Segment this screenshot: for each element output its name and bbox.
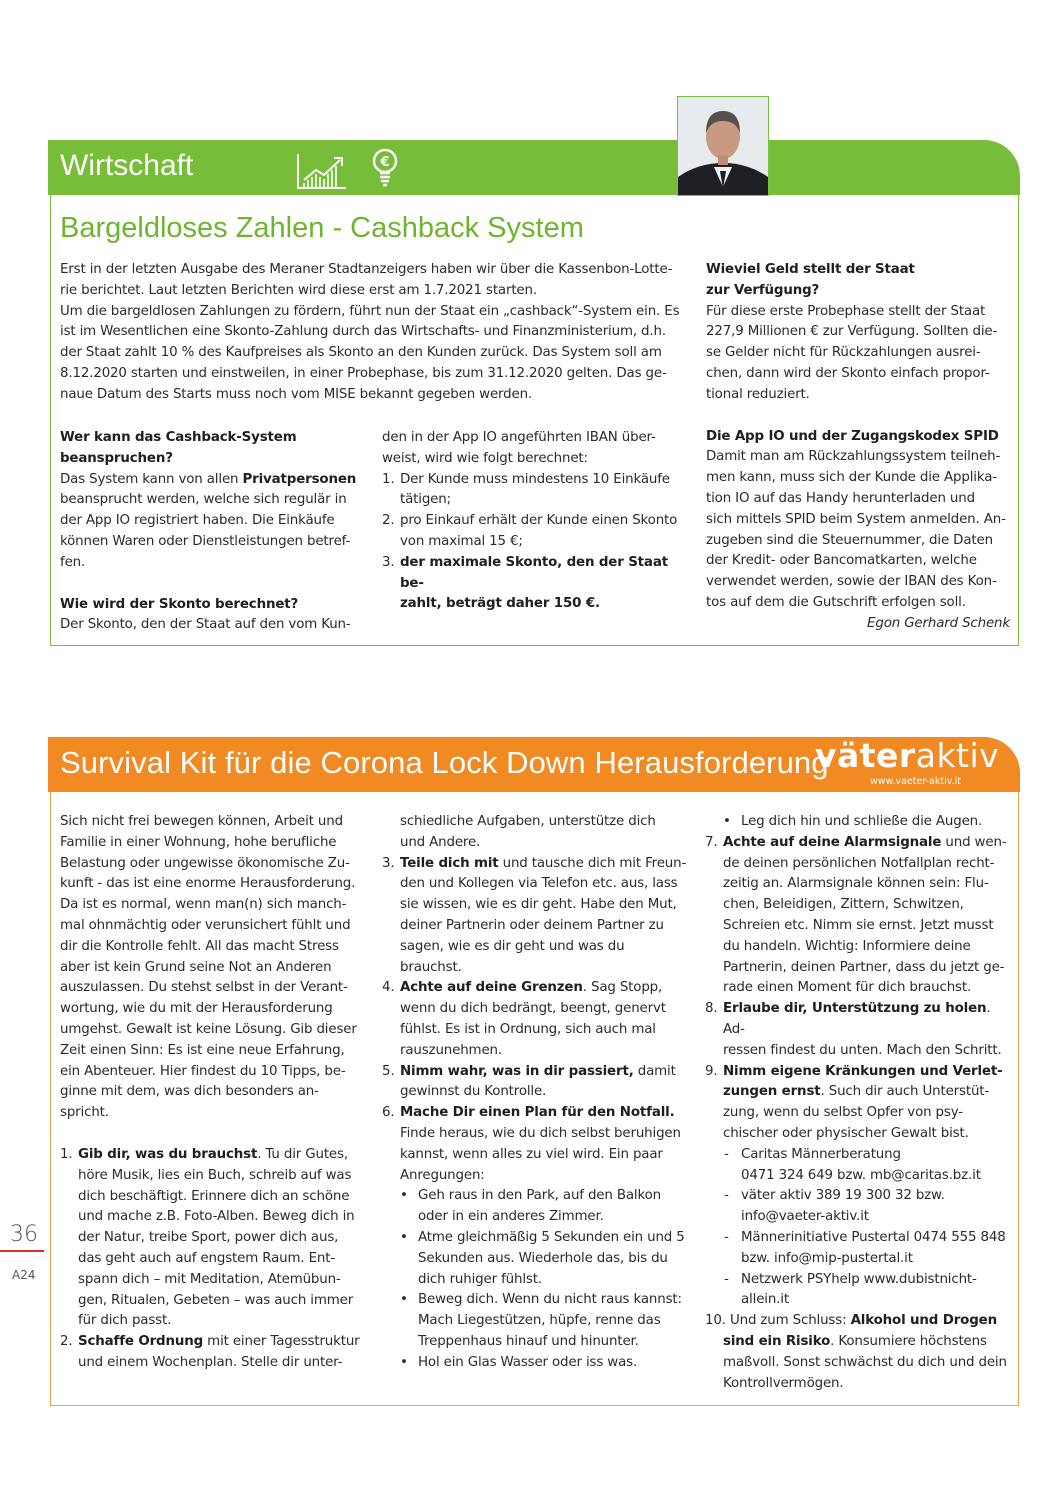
text-line: rie berichtet. Laut letzten Berichten wird diese erst am 1.7.2021 starten. xyxy=(60,282,537,298)
text-line: 227,9 Millionen € zur Verfügung. Sollten die- xyxy=(706,324,998,340)
text-line: chen, dann wird der Skonto einfach propor- xyxy=(706,365,990,381)
suggestion-list xyxy=(400,1186,690,1373)
text-line: umgehst. Gewalt ist keine Lösung. Gib dieser xyxy=(60,1021,357,1037)
list-item: 2. Schaffe Ordnung mit einer Tagesstruktur und einem Wochenplan. Stelle dir unter- xyxy=(60,1334,360,1370)
list-item: 3. der maximale Skonto, den der Staat be- zahlt, beträgt daher 150 €. xyxy=(382,554,668,612)
text-line: ein Abenteuer. Hier findest du 10 Tipps, be- xyxy=(60,1063,346,1079)
list-item: 4. Achte auf deine Grenzen. Sag Stopp, wenn du dich bedrängt, beengt, genervt fühlst. Es ist in Ordnung, sich auch mal rauszunehmen. xyxy=(382,980,666,1058)
text-line: sich mittels SPID beim System anmelden. An- xyxy=(706,511,1006,527)
text-line: der Staat zahlt 10 % des Kaufpreises als Skonto an den Kunden zurück. Das System soll am xyxy=(60,345,662,361)
page-number: 36 xyxy=(10,1222,38,1247)
bullet-item: • Leg dich hin und schließe die Augen. xyxy=(723,812,1013,833)
bullet-item: • Atme gleichmäßig 5 Sekunden ein und 5 Sekunden aus. Wiederhole das, bis du dich ruhiger fühlst. xyxy=(400,1228,690,1290)
list-item: 2. pro Einkauf erhält der Kunde einen Skonto von maximal 15 €; xyxy=(382,513,678,549)
list-item: 5. Nimm wahr, was in dir passiert, damit gewinnst du Kontrolle. xyxy=(382,1063,676,1100)
lightbulb-euro-icon xyxy=(369,148,401,190)
text-line: spricht. xyxy=(60,1105,109,1121)
text-line: Der Skonto, den der Staat auf den vom Kun- xyxy=(60,617,351,633)
economy-section-label: Wirtschaft xyxy=(60,149,194,182)
text-line: naue Datum des Starts muss noch vom MISE bekannt gegeben werden. xyxy=(60,386,533,402)
chart-up-icon xyxy=(296,150,354,190)
survival-column-3 xyxy=(705,812,1013,1394)
list-item: 1. Gib dir, was du brauchst. Tu dir Gutes, höre Musik, lies ein Buch, schreib auf was dich beschäftigt. Erinnere dich an schöne und mache z.B. Foto-Alben. Beweg dich in der Natur, treibe Sport, power dich aus, das geht auch auf engstem Raum. Ent- spann dich – mit Meditation, Atemübun- gen, Ritualen, Gebeten – was auch immer für dich passt. xyxy=(60,1146,355,1329)
text-line: Da ist es normal, wenn man(n) sich manch- xyxy=(60,897,347,913)
page-code: A24 xyxy=(12,1268,36,1282)
list-item: 1. Der Kunde muss mindestens 10 Einkäufe tätigen; xyxy=(382,471,670,508)
svg-text:€: € xyxy=(380,155,390,170)
list-item: 8. Erlaube dir, Unterstützung zu holen. Ad- ressen findest du unten. Mach den Schritt. xyxy=(705,1001,1002,1058)
survival-column-1 xyxy=(60,812,366,1374)
list-item xyxy=(705,812,1013,833)
text-line: Das System kann von allen Privatpersonen xyxy=(60,471,357,487)
tips-list xyxy=(60,1145,366,1374)
text-line: dir die Kontrolle fehlt. All das macht Stress xyxy=(60,938,339,954)
text-line: tional reduziert. xyxy=(706,386,810,402)
text-line: tion IO auf das Handy herunterladen und xyxy=(706,490,975,506)
tips-list xyxy=(705,812,1013,1394)
subheading: Wer kann das Cashback-System xyxy=(60,430,297,445)
list-item: 7. Achte auf deine Alarmsignale und wen- de deinen persönlichen Notfallplan recht- zeitig an. Alarmsignale können sein: Flu- chen, Beleidigen, Zittern, Schwitzen, Schreien etc. Nimm sie ernst. Jetzt musst du handeln. Wichtig: Informiere deine Partnerin, deinen Partner, dass du jetzt ge- rade einen Moment für dich brauchst. xyxy=(705,834,1007,996)
subheading: Die App IO und der Zugangskodex SPID xyxy=(706,428,999,444)
contact-item: - väter aktiv 389 19 300 32 bzw. info@vaeter-aktiv.it xyxy=(723,1186,1013,1228)
list-item: schiedliche Aufgaben, unterstütze dich und Andere. xyxy=(400,814,656,850)
text-line: Um die bargeldlosen Zahlungen zu fördern, führt nun der Staat ein „cashback“-System ein. Es xyxy=(60,303,680,319)
text-line: können Waren oder Dienstleistungen betref- xyxy=(60,533,351,549)
text-line: Für diese erste Probephase stellt der Staat xyxy=(706,303,986,319)
economy-section-header-bar xyxy=(48,140,1020,195)
text-line: tos auf dem die Gutschrift erfolgen soll. xyxy=(706,594,966,610)
author-name: Egon Gerhard Schenk xyxy=(867,615,1010,631)
article-column-3 xyxy=(706,260,1010,635)
survival-kit-title: Survival Kit für die Corona Lock Down Herausforderung xyxy=(60,745,829,780)
article-column-1 xyxy=(60,428,360,636)
text-line: der App IO registriert haben. Die Einkäufe xyxy=(60,513,335,529)
text-line: den in der App IO angeführten IBAN über- xyxy=(382,430,656,445)
article-column-2 xyxy=(382,428,692,615)
logo-url: www.vaeter-aktiv.it xyxy=(870,776,961,787)
subheading: zur Verfügung? xyxy=(706,282,820,298)
text-line: beansprucht werden, welche sich regulär in xyxy=(60,492,347,508)
list-item: 10. Und zum Schluss: Alkohol und Drogen sind ein Risiko. Konsumiere höchstens maßvoll. Sonst schwächst du dich und dein Kontrollvermögen. xyxy=(705,1313,1007,1391)
contact-item: - Netzwerk PSYhelp www.dubistnicht- allein.it xyxy=(723,1270,1013,1312)
bullet-item: • Geh raus in den Park, auf den Balkon oder in ein anderes Zimmer. xyxy=(400,1186,690,1228)
text-line: Belastung oder ungewisse ökonomische Zu- xyxy=(60,855,350,871)
contact-item: - Männerinitiative Pustertal 0474 555 848 bzw. info@mip-pustertal.it xyxy=(723,1228,1013,1270)
bullet-item: • Beweg dich. Wenn du nicht raus kannst: Mach Liegestützen, hüpfe, renne das Treppenhaus hinauf und hinunter. xyxy=(400,1290,690,1352)
vaeter-aktiv-logo: väteraktiv xyxy=(815,736,1000,775)
page-number-rule xyxy=(0,1250,44,1252)
subheading: Wie wird der Skonto berechnet? xyxy=(60,596,299,612)
calculation-list xyxy=(382,470,692,616)
author-portrait xyxy=(677,96,769,196)
text-line: kunft - das ist eine enorme Herausforderung. xyxy=(60,876,356,892)
article-title: Bargeldloses Zahlen - Cashback System xyxy=(60,212,584,244)
list-item: 9. Nimm eigene Kränkungen und Verlet- zungen ernst. Such dir auch Unterstüt- zung, wenn du selbst Opfer von psy- chischer oder physischer Gewalt bist. - Caritas Männerberatung 0471 324 649 bzw. mb@caritas.bz.it - väter aktiv 389 19 300 32 bzw. info@vaeter-aktiv.it - Männerinitiative Pustertal 0474 555 848 bzw. info@mip-pustertal.it - Netzwerk PSYhelp www.dubistnicht- allein.it xyxy=(705,1062,1013,1312)
text-line: verwendet werden, sowie der IBAN des Kon- xyxy=(706,574,997,590)
text-line: auszulassen. Du stehst selbst in der Verant- xyxy=(60,980,348,996)
list-item: 3. Teile dich mit und tausche dich mit Freun- den und Kollegen via Telefon etc. aus, lass sie wissen, wie es dir geht. Habe den Mut, deiner Partnerin oder deinem Partner zu sagen, wie es dir geht und was du brauchst. xyxy=(382,855,687,975)
text-line: Zeit einen Sinn: Es ist eine neue Erfahrung, xyxy=(60,1042,345,1058)
contact-list xyxy=(723,1145,1013,1311)
text-line: weist, wird wie folgt berechnet: xyxy=(382,450,588,466)
text-line: ginne mit dem, was dich besonders an- xyxy=(60,1084,319,1100)
text-line: ist im Wesentlichen eine Skonto-Zahlung durch das Wirtschafts- und Finanzministerium, d.h. xyxy=(60,324,666,340)
article-intro xyxy=(60,260,695,406)
text-line: mal ohnmächtig oder verunsichert fühlt und xyxy=(60,917,351,933)
text-line: Sich nicht frei bewegen können, Arbeit und xyxy=(60,814,343,829)
text-line: wortung, wie du mit der Herausforderung xyxy=(60,1001,333,1017)
text-line: der Kredit- oder Bancomatkarten, welche xyxy=(706,553,977,569)
text-line: men kann, muss sich der Kunde die Applika- xyxy=(706,470,997,486)
tips-list xyxy=(382,812,690,1374)
text-line: zugeben sind die Steuernummer, die Daten xyxy=(706,532,993,548)
list-item: 6. Mache Dir einen Plan für den Notfall. Finde heraus, wie du dich selbst beruhigen kannst, wenn alles zu viel wird. Ein paar Anregungen: • Geh raus in den Park, auf den Balkon oder in ein anderes Zimmer. • Atme gleichmäßig 5 Sekunden ein und 5 Sekunden aus. Wiederhole das, bis du dich ruhiger fühlst. • Beweg dich. Wenn du nicht raus kannst: Mach Liegestützen, hüpfe, renne das Treppenhaus hinauf und hinunter. • Hol ein Glas Wasser oder iss was. xyxy=(382,1103,690,1373)
text-line: Erst in der letzten Ausgabe des Meraner Stadtanzeigers haben wir über die Kassenbon-Lotte- xyxy=(60,262,673,277)
text-line: 8.12.2020 starten und einstweilen, in einer Probephase, bis zum 31.12.2020 gelten. Das ge- xyxy=(60,365,667,381)
contact-item: - Caritas Männerberatung 0471 324 649 bzw. mb@caritas.bz.it xyxy=(723,1145,1013,1187)
subheading: beanspruchen? xyxy=(60,450,173,466)
text-line: se Gelder nicht für Rückzahlungen ausrei- xyxy=(706,345,981,361)
bullet-item: • Hol ein Glas Wasser oder iss was. xyxy=(400,1353,690,1374)
text-line: Familie in einer Wohnung, hohe berufliche xyxy=(60,834,337,850)
text-line: aber ist kein Grund seine Not an Anderen xyxy=(60,959,332,975)
text-line: fen. xyxy=(60,554,86,570)
text-line: Damit man am Rückzahlungssystem teilneh- xyxy=(706,449,1001,465)
subheading: Wieviel Geld stellt der Staat xyxy=(706,262,915,277)
survival-column-2 xyxy=(382,812,690,1374)
